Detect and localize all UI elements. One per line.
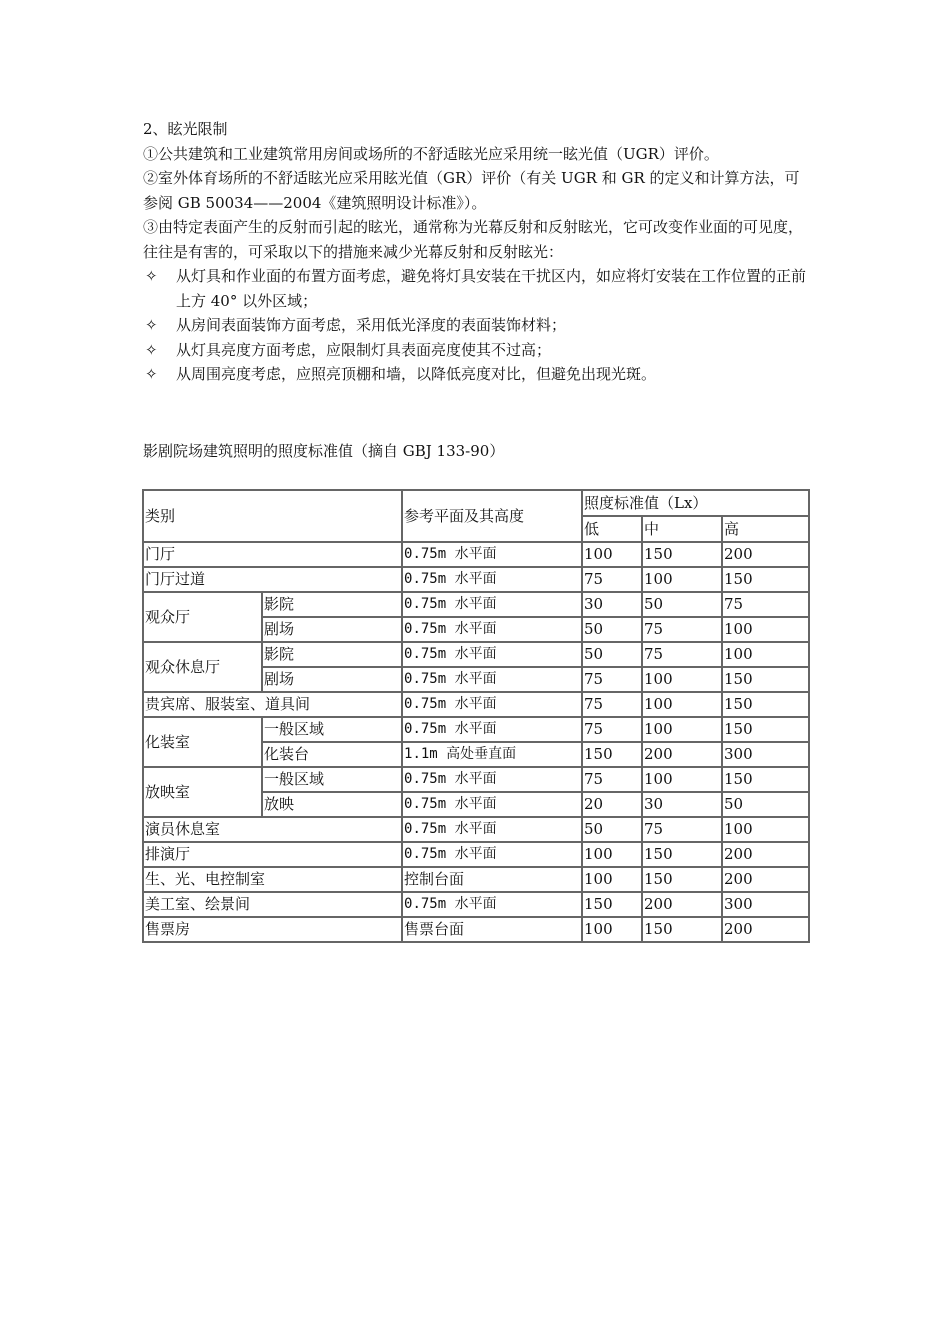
cell-high: 150 xyxy=(722,717,809,742)
sparkle-bullet-icon: ✧ xyxy=(145,316,158,334)
cell-low: 30 xyxy=(582,592,642,617)
cell-subcategory: 化装台 xyxy=(262,742,402,767)
cell-low: 100 xyxy=(582,842,642,867)
list-item-text: 从周围亮度考虑，应照亮顶棚和墙，以降低亮度对比，但避免出现光斑。 xyxy=(176,365,657,383)
cell-low: 50 xyxy=(582,817,642,842)
cell-mid: 100 xyxy=(642,667,722,692)
cell-high: 150 xyxy=(722,692,809,717)
table-row xyxy=(143,917,809,942)
cell-low: 100 xyxy=(582,542,642,567)
table-row xyxy=(143,842,809,867)
sparkle-bullet-icon: ✧ xyxy=(145,267,158,285)
cell-low: 150 xyxy=(582,892,642,917)
cell-category: 观众休息厅 xyxy=(143,642,262,692)
cell-high: 300 xyxy=(722,742,809,767)
cell-mid: 100 xyxy=(642,567,722,592)
table-row xyxy=(143,892,809,917)
cell-high: 100 xyxy=(722,617,809,642)
cell-high: 75 xyxy=(722,592,809,617)
list-item xyxy=(143,313,813,338)
cell-category: 放映室 xyxy=(143,767,262,817)
header-category: 类别 xyxy=(143,490,402,542)
table-header-row xyxy=(143,490,809,516)
cell-plane: 0.75m 水平面 xyxy=(402,642,582,667)
cell-mid: 200 xyxy=(642,892,722,917)
header-reference-plane: 参考平面及其高度 xyxy=(402,490,582,542)
cell-high: 100 xyxy=(722,642,809,667)
cell-category: 售票房 xyxy=(143,917,402,942)
table-row xyxy=(143,542,809,567)
cell-low: 75 xyxy=(582,667,642,692)
cell-category: 美工室、绘景间 xyxy=(143,892,402,917)
cell-high: 200 xyxy=(722,917,809,942)
cell-plane: 0.75m 水平面 xyxy=(402,617,582,642)
cell-plane: 0.75m 水平面 xyxy=(402,692,582,717)
cell-mid: 150 xyxy=(642,842,722,867)
header-high: 高 xyxy=(722,516,809,542)
cell-mid: 50 xyxy=(642,592,722,617)
cell-plane: 0.75m 水平面 xyxy=(402,892,582,917)
cell-category: 观众厅 xyxy=(143,592,262,642)
cell-category: 门厅 xyxy=(143,542,402,567)
cell-low: 150 xyxy=(582,742,642,767)
cell-mid: 150 xyxy=(642,542,722,567)
cell-high: 100 xyxy=(722,817,809,842)
cell-plane: 0.75m 水平面 xyxy=(402,792,582,817)
cell-low: 75 xyxy=(582,767,642,792)
cell-high: 200 xyxy=(722,867,809,892)
cell-category: 化装室 xyxy=(143,717,262,767)
cell-category: 排演厅 xyxy=(143,842,402,867)
cell-mid: 100 xyxy=(642,717,722,742)
cell-category: 演员休息室 xyxy=(143,817,402,842)
cell-high: 50 xyxy=(722,792,809,817)
cell-category: 门厅过道 xyxy=(143,567,402,592)
table-row xyxy=(143,717,809,742)
cell-subcategory: 一般区域 xyxy=(262,767,402,792)
cell-high: 150 xyxy=(722,567,809,592)
list-item xyxy=(143,338,813,363)
cell-plane: 0.75m 水平面 xyxy=(402,717,582,742)
cell-plane: 0.75m 水平面 xyxy=(402,767,582,792)
cell-low: 20 xyxy=(582,792,642,817)
cell-mid: 75 xyxy=(642,817,722,842)
cell-high: 200 xyxy=(722,842,809,867)
cell-subcategory: 剧场 xyxy=(262,617,402,642)
paragraph-ugr: ①公共建筑和工业建筑常用房间或场所的不舒适眩光应采用统一眩光值（UGR）评价。 xyxy=(143,144,719,163)
cell-subcategory: 影院 xyxy=(262,592,402,617)
table-caption: 影剧院场建筑照明的照度标准值（摘自 GBJ 133-90） xyxy=(143,442,505,460)
cell-plane: 0.75m 水平面 xyxy=(402,592,582,617)
table-row xyxy=(143,767,809,792)
table-row xyxy=(143,692,809,717)
cell-plane: 0.75m 水平面 xyxy=(402,817,582,842)
table-row xyxy=(143,867,809,892)
cell-low: 75 xyxy=(582,692,642,717)
cell-low: 100 xyxy=(582,867,642,892)
cell-mid: 100 xyxy=(642,767,722,792)
cell-low: 100 xyxy=(582,917,642,942)
cell-plane: 0.75m 水平面 xyxy=(402,842,582,867)
cell-category: 生、光、电控制室 xyxy=(143,867,402,892)
cell-mid: 150 xyxy=(642,917,722,942)
cell-mid: 150 xyxy=(642,867,722,892)
cell-category: 贵宾席、服装室、道具间 xyxy=(143,692,402,717)
cell-subcategory: 放映 xyxy=(262,792,402,817)
cell-high: 300 xyxy=(722,892,809,917)
cell-high: 150 xyxy=(722,667,809,692)
sparkle-bullet-icon: ✧ xyxy=(145,340,158,359)
cell-plane: 0.75m 水平面 xyxy=(402,542,582,567)
cell-low: 75 xyxy=(582,567,642,592)
cell-plane: 1.1m 高处垂直面 xyxy=(402,742,582,767)
cell-subcategory: 影院 xyxy=(262,642,402,667)
list-item-text: 从房间表面装饰方面考虑，采用低光泽度的表面装饰材料； xyxy=(176,316,567,334)
section-title: 2、眩光限制 xyxy=(143,120,228,138)
cell-high: 200 xyxy=(722,542,809,567)
cell-low: 50 xyxy=(582,642,642,667)
glare-section xyxy=(143,117,813,387)
table-row xyxy=(143,592,809,617)
illuminance-table xyxy=(142,489,810,943)
cell-plane: 控制台面 xyxy=(402,867,582,892)
cell-mid: 75 xyxy=(642,642,722,667)
cell-subcategory: 一般区域 xyxy=(262,717,402,742)
header-standard: 照度标准值（Lx） xyxy=(582,490,809,516)
cell-mid: 100 xyxy=(642,692,722,717)
cell-subcategory: 剧场 xyxy=(262,667,402,692)
cell-mid: 30 xyxy=(642,792,722,817)
list-item-text: 从灯具亮度方面考虑，应限制灯具表面亮度使其不过高； xyxy=(176,340,552,359)
list-item xyxy=(143,264,813,313)
list-item xyxy=(143,362,813,387)
header-low: 低 xyxy=(582,516,642,542)
list-item-text: 从灯具和作业面的布置方面考虑，避免将灯具安装在干扰区内，如应将灯安装在工作位置的正前上方 40° 以外区域； xyxy=(176,267,807,310)
header-mid: 中 xyxy=(642,516,722,542)
paragraph-reflection: ③由特定表面产生的反射而引起的眩光，通常称为光幕反射和反射眩光，它可改变作业面的可见度，往往是有害的，可采取以下的措施来减少光幕反射和反射眩光： xyxy=(143,218,804,261)
table-row xyxy=(143,817,809,842)
cell-plane: 0.75m 水平面 xyxy=(402,667,582,692)
measures-list xyxy=(143,264,813,387)
cell-low: 75 xyxy=(582,717,642,742)
cell-mid: 75 xyxy=(642,617,722,642)
table-row xyxy=(143,567,809,592)
cell-plane: 0.75m 水平面 xyxy=(402,567,582,592)
table-row xyxy=(143,642,809,667)
sparkle-bullet-icon: ✧ xyxy=(145,365,158,383)
cell-plane: 售票台面 xyxy=(402,917,582,942)
cell-low: 50 xyxy=(582,617,642,642)
paragraph-gr: ②室外体育场所的不舒适眩光应采用眩光值（GR）评价（有关 UGR 和 GR 的定义和计算方法，可参阅 GB 50034——2004《建筑照明设计标准》）。 xyxy=(143,169,800,212)
cell-mid: 200 xyxy=(642,742,722,767)
cell-high: 150 xyxy=(722,767,809,792)
